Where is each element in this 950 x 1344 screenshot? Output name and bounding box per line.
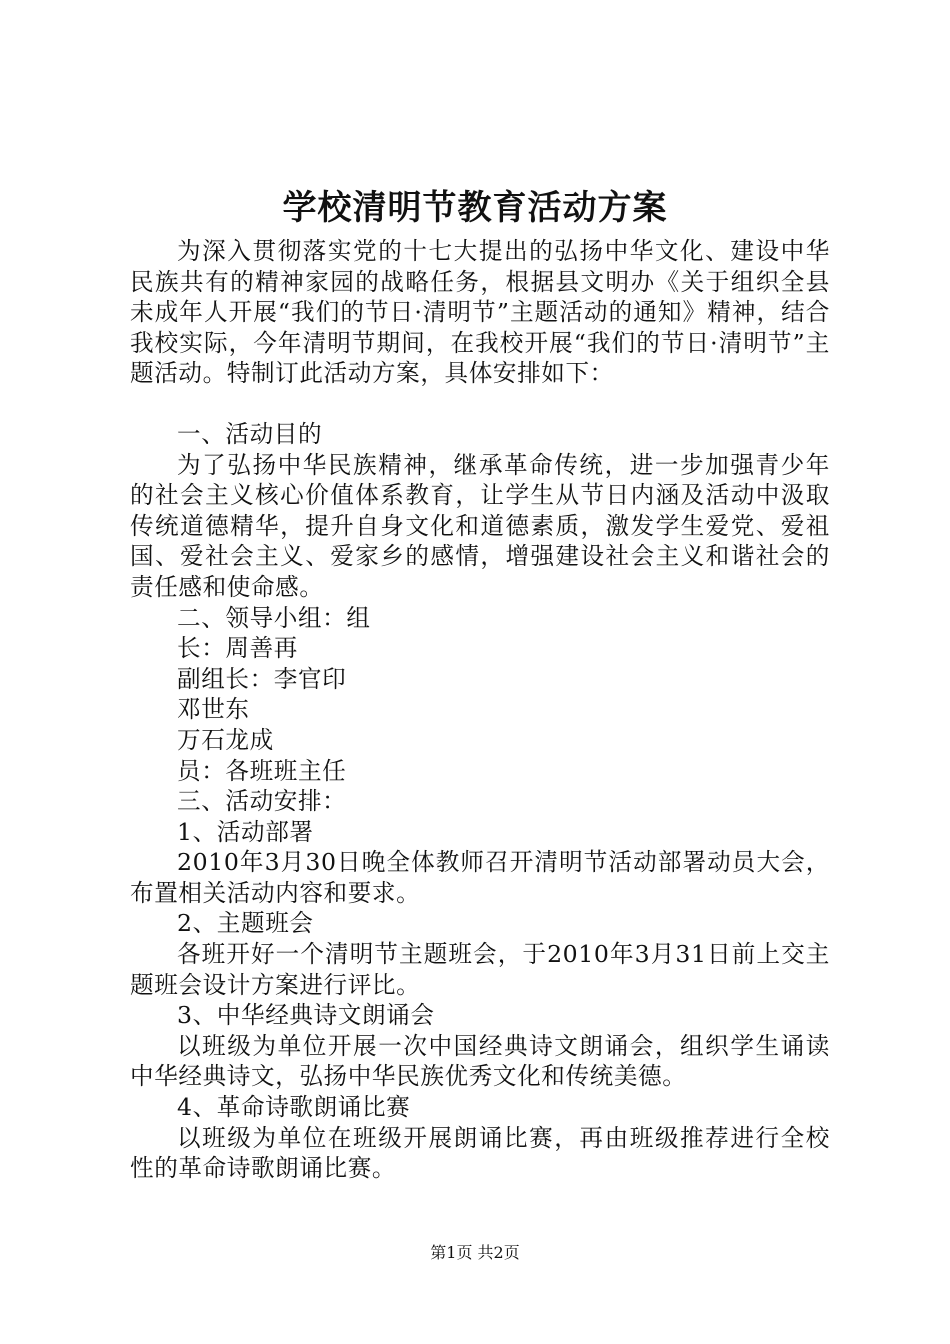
- section2-heading: 二、领导小组：组: [177, 603, 371, 632]
- members-line: 员：各班班主任: [177, 756, 347, 785]
- item-heading: 2、主题班会: [177, 909, 314, 938]
- item-paragraph: 以班级为单位在班级开展朗诵比赛，再由班级推荐进行全校性的革命诗歌朗诵比赛。: [130, 1123, 830, 1183]
- leader-line: 长：周善再: [177, 634, 298, 663]
- section1-paragraph: 为了弘扬中华民族精神，继承革命传统，进一步加强青少年的社会主义核心价值体系教育，让学生从节日内涵及活动中汲取传统道德精华，提升自身文化和道德素质，激发学生爱党、爱祖国、爱社会主义、爱家乡的感情，增强建设社会主义和谐社会的责任感和使命感。: [130, 450, 830, 601]
- paragraph-gap: [130, 389, 830, 419]
- document-body: [130, 236, 830, 1184]
- item-heading: 4、革命诗歌朗诵比赛: [177, 1093, 411, 1122]
- vice-leader-line: 副组长：李官印: [177, 664, 347, 693]
- item-heading: 3、中华经典诗文朗诵会: [177, 1001, 435, 1030]
- intro-paragraph: 为深入贯彻落实党的十七大提出的弘扬中华文化、建设中华民族共有的精神家园的战略任务，根据县文明办《关于组织全县未成年人开展“我们的节日·清明节”主题活动的通知》精神，结合我校实际，今年清明节期间，在我校开展“我们的节日·清明节”主题活动。特制订此活动方案，具体安排如下：: [130, 237, 830, 388]
- section3-heading: 三、活动安排：: [177, 787, 347, 816]
- page-footer: 第1页 共2页: [430, 1243, 520, 1262]
- document-title: 学校清明节教育活动方案: [282, 188, 668, 228]
- item-paragraph: 2010年3月30日晚全体教师召开清明节活动部署动员大会，布置相关活动内容和要求。: [130, 848, 830, 907]
- item-heading: 1、活动部署: [177, 817, 314, 846]
- item-paragraph: 各班开好一个清明节主题班会，于2010年3月31日前上交主题班会设计方案进行评比。: [130, 940, 830, 999]
- vice-member-line-1: 邓世东: [177, 695, 250, 724]
- vice-member-line-2: 万石龙成: [177, 725, 274, 754]
- section1-heading: 一、活动目的: [177, 419, 323, 448]
- item-paragraph: 以班级为单位开展一次中国经典诗文朗诵会，组织学生诵读中华经典诗文，弘扬中华民族优秀文化和传统美德。: [130, 1031, 830, 1091]
